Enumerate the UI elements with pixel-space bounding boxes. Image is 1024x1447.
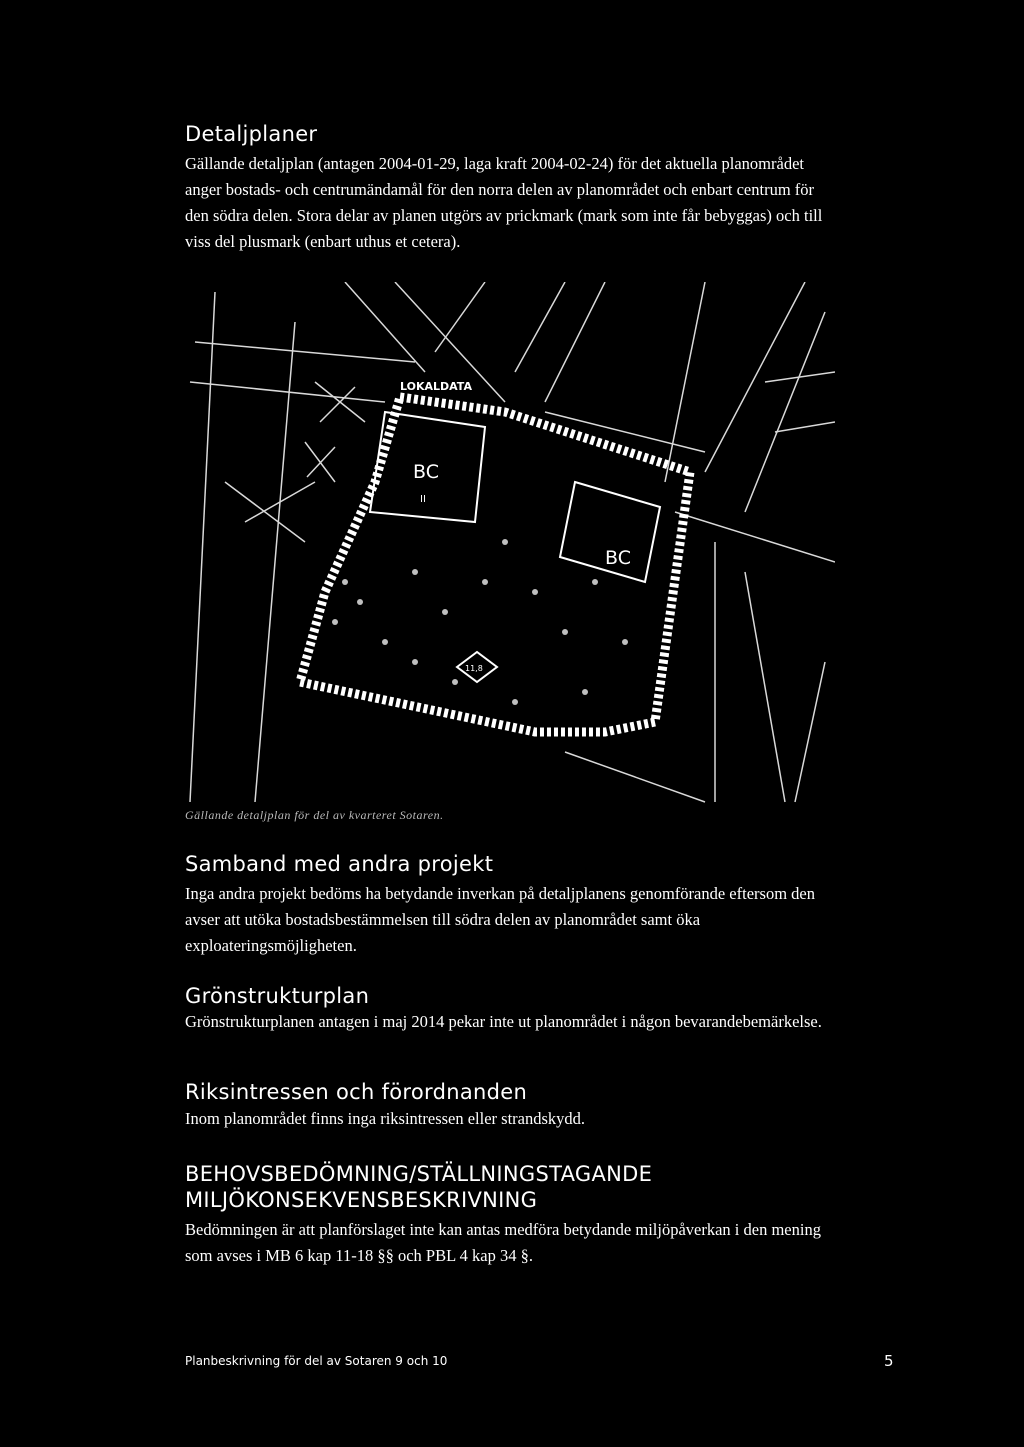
detaljplan-map [185, 282, 835, 822]
map-zone-bc-1: BC [413, 461, 439, 483]
map-zone-bc-2: BC [605, 547, 631, 569]
footer-title: Planbeskrivning för del av Sotaren 9 och 10 [185, 1354, 448, 1368]
heading-gronstruktur: Grönstrukturplan [185, 984, 370, 1008]
heading-riksintressen: Riksintressen och förordnanden [185, 1080, 528, 1104]
paragraph-detaljplaner: Gällande detaljplan (antagen 2004-01-29, laga kraft 2004-02-24) för det aktuella planområdet anger bostads- och centrumändamål för den norra delen av planområdet och enbart centrum för den södra delen. Stora delar av planen utgörs av prickmark (mark som inte får bebyggas) och till viss del plusmark (enbart uthus et cetera). [185, 154, 823, 251]
plan-map-image [185, 282, 835, 822]
map-logo: LOKALDATA [400, 380, 472, 393]
paragraph-riksintressen: Inom planområdet finns inga riksintressen eller strandskydd. [185, 1109, 586, 1128]
paragraph-samband: Inga andra projekt bedöms ha betydande inverkan på detaljplanens genomförande eftersom den avser att utöka bostadsbestämmelsen till södra delen av planområdet samt öka exploateringsmöjligheten. [185, 884, 815, 955]
paragraph-behovsbedomning: Bedömningen är att planförslaget inte kan antas medföra betydande miljöpåverkan i den mening som avses i MB 6 kap 11-18 §§ och PBL 4 kap 34 §. [185, 1220, 821, 1265]
paragraph-gronstruktur: Grönstrukturplanen antagen i maj 2014 pekar inte ut planområdet i någon bevarandebemärkelse. [185, 1012, 822, 1031]
heading-behovsbedomning: BEHOVSBEDÖMNING/STÄLLNINGSTAGANDE [185, 1162, 653, 1186]
map-height-label: II [420, 494, 426, 505]
map-caption: Gällande detaljplan för del av kvarteret Sotaren. [185, 808, 444, 822]
map-elevation-label: 11,8 [465, 664, 483, 673]
heading-detaljplaner: Detaljplaner [185, 122, 318, 146]
heading-samband: Samband med andra projekt [185, 852, 494, 876]
heading-miljokonsekvens: MILJÖKONSEKVENSBESKRIVNING [185, 1188, 538, 1212]
page-number: 5 [884, 1352, 894, 1370]
